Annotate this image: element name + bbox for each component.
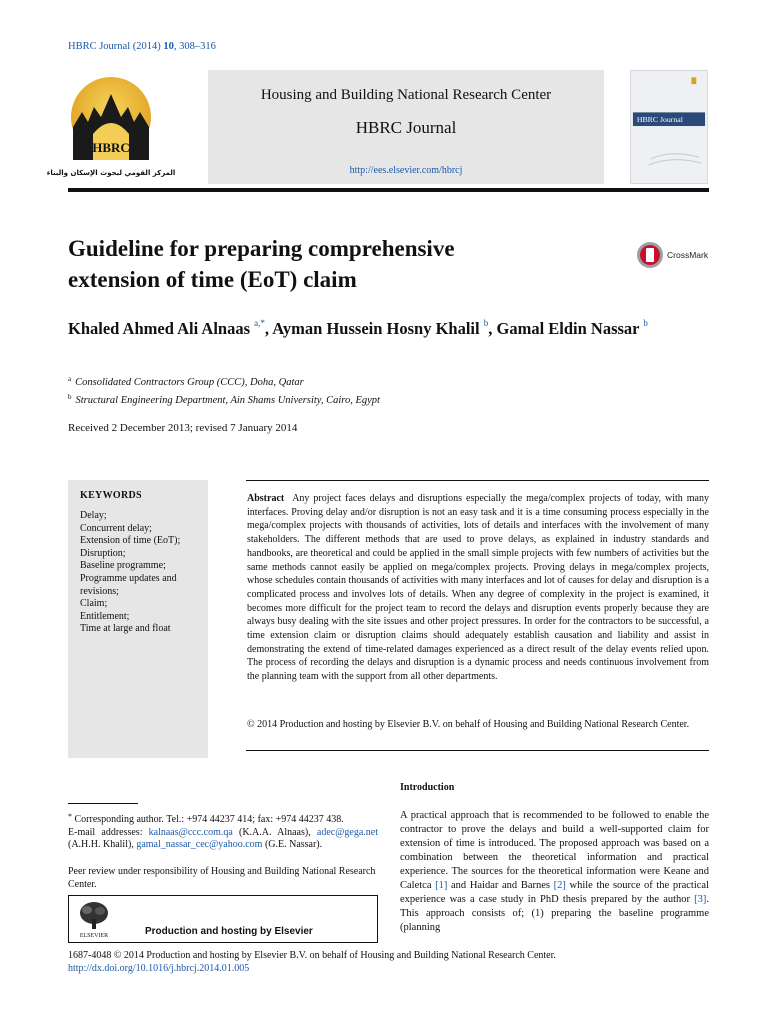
affiliation-item: $^b$ Structural Engineering Department, Ain Shams University, Cairo, Egypt (68, 393, 380, 406)
abstract-rule-bottom (246, 750, 709, 751)
reference-link[interactable]: [1] (435, 880, 448, 891)
journal-title: HBRC Journal (355, 118, 457, 137)
organization-name: Housing and Building National Research Center (260, 87, 552, 103)
journal-reference[interactable] (68, 41, 216, 52)
hbrc-logo (46, 72, 176, 182)
author-list: Khaled Ahmed Ali Alnaas $^{a,*}$, Ayman Hussein Hosny Khalil $^b$, Gamal Eldin Nassar $^b$ (68, 318, 648, 338)
keyword-item: Delay; (80, 510, 107, 521)
keyword-item: Baseline programme; (80, 560, 166, 572)
keyword-item: Concurrent delay; (80, 522, 152, 534)
reference-link[interactable]: [3] (694, 894, 707, 905)
journal-cover-thumbnail (630, 70, 708, 184)
email-link[interactable]: adec@gega.net (316, 826, 379, 838)
keyword-item: Disruption; (80, 547, 126, 559)
logo-text: HBRC (92, 140, 130, 155)
elsevier-logo-text: ELSEVIER (79, 933, 109, 939)
keywords-box (68, 480, 208, 758)
crossmark-label: CrossMark (667, 250, 709, 260)
author-affiliation-marker[interactable]: b (643, 318, 648, 328)
received-dates: Received 2 December 2013; revised 7 January 2014 (68, 422, 298, 434)
footnote-rule (68, 803, 138, 804)
elsevier-tree-icon (75, 899, 113, 939)
author-name: Ayman Hussein Hosny Khalil (272, 319, 480, 338)
publisher-box (68, 895, 378, 943)
author-affiliation-marker[interactable]: a,* (254, 318, 265, 328)
crossmark-button[interactable] (636, 240, 710, 270)
crossmark-icon (636, 240, 710, 270)
author-name: Gamal Eldin Nassar (496, 319, 640, 338)
affiliations (68, 372, 380, 408)
corresponding-author-footnote: * Corresponding author. Tel.: +974 44237 414; fax: +974 44237 438. E-mail addresses: kalnaas@ccc.com.qa (K.A.A. Alnaas), adec@gega.net (A.H.H. Khalil), gamal_nassar_cec@yahoo.com (G.E. Nassar). (68, 812, 379, 851)
cover-title: HBRC Journal (636, 115, 683, 125)
masthead (208, 70, 604, 184)
keywords-heading: KEYWORDS (80, 490, 142, 501)
article-title: Guideline for preparing comprehensive extension of time (EoT) claim (68, 236, 455, 292)
logo-arabic-text: المركز القومي لبحوث الإسكان والبناء (46, 169, 176, 177)
keyword-item: Time at large and float (80, 623, 171, 635)
abstract-text: Any project faces delays and disruptions especially the mega/complex projects of today, with many interfaces. Proving delay and/or disruption is not an easy task and it is a time consuming process especially in the mega/complex projects with thousands of activities, lots of details and interfaces with the involvement of many stakeholders. The different methods that are used to prove delays, as explained in industry standards and handbooks, are theoretical and could be applied in the small simple projects with few numbers of activities but the same methods cannot easily be applied on mega/complex projects. Proving delays in mega/complex projects, whose schedules contain thousands of activities with many interfaces and lot of causes for delay and disruption is a complicated process and involves lots of details. When any degree of complexity in the project is examined, it becomes more difficult for the project team to record the delays and disruption events properly because they are always busy dealing with the site issues and other project pressures. In order for the contractors to be successful, a time extension claim or disruption claims should adequately establish causation and liability and assist in demonstrating the extend of time-related damages experienced as a direct result of the delay events relied upon. The process of recording the delays and disruption is a dynamic process and needs continuous involvement from the planning team with the support from all other departments. (247, 493, 709, 683)
reference-link[interactable]: [2] (553, 880, 566, 891)
keywords-list (80, 510, 204, 636)
peer-review-note: Peer review under responsibility of Housing and Building National Research Center. (68, 866, 376, 890)
email-link[interactable]: gamal_nassar_cec@yahoo.com (136, 839, 263, 851)
publisher-tagline: Production and hosting by Elsevier (145, 926, 313, 937)
email-link[interactable]: kalnaas@ccc.com.qa (148, 826, 233, 838)
header-rule (68, 188, 709, 192)
abstract (247, 492, 709, 684)
abstract-copyright: © 2014 Production and hosting by Elsevier B.V. on behalf of Housing and Building National Research Center. (247, 719, 690, 730)
author-affiliation-marker[interactable]: b (483, 318, 489, 328)
keyword-item: Programme updates and revisions; (80, 572, 177, 597)
journal-name: HBRC Journal (2014) (68, 41, 161, 52)
journal-url-link[interactable]: http://ees.elsevier.com/hbrcj (349, 165, 463, 176)
introduction-heading: Introduction (400, 782, 455, 793)
journal-pages: , 308–316 (173, 41, 216, 52)
doi-link[interactable]: http://dx.doi.org/10.1016/j.hbrcj.2014.01.005 (68, 963, 250, 974)
keyword-item: Claim; (80, 598, 108, 610)
abstract-label: Abstract (247, 493, 285, 504)
author-name: Khaled Ahmed Ali Alnaas (68, 319, 251, 338)
issn-copyright: 1687-4048 © 2014 Production and hosting by Elsevier B.V. on behalf of Housing and Building National Research Center. (68, 950, 556, 961)
abstract-rule-top (246, 480, 709, 481)
journal-volume: 10 (163, 41, 174, 52)
introduction-paragraph: A practical approach that is recommended to be followed to enable the contractor to prove the delays and build a well-supported claim for extension of time is introduced. The proposed approach was based on a combination between the theoretical information and practical experience. The sources for the theoretical information were Keane and Caletca [1] and Haidar and Barnes [2] while the source of the practical experience was a case study in PhD thesis prepared by the author [3]. This approach consists of; (1) preparing the baseline programme (planning (400, 810, 709, 933)
keyword-item: Extension of time (EoT); (80, 535, 181, 547)
affiliation-item: $^a$ Consolidated Contractors Group (CCC), Doha, Qatar (68, 375, 304, 388)
keyword-item: Entitlement; (80, 610, 130, 622)
